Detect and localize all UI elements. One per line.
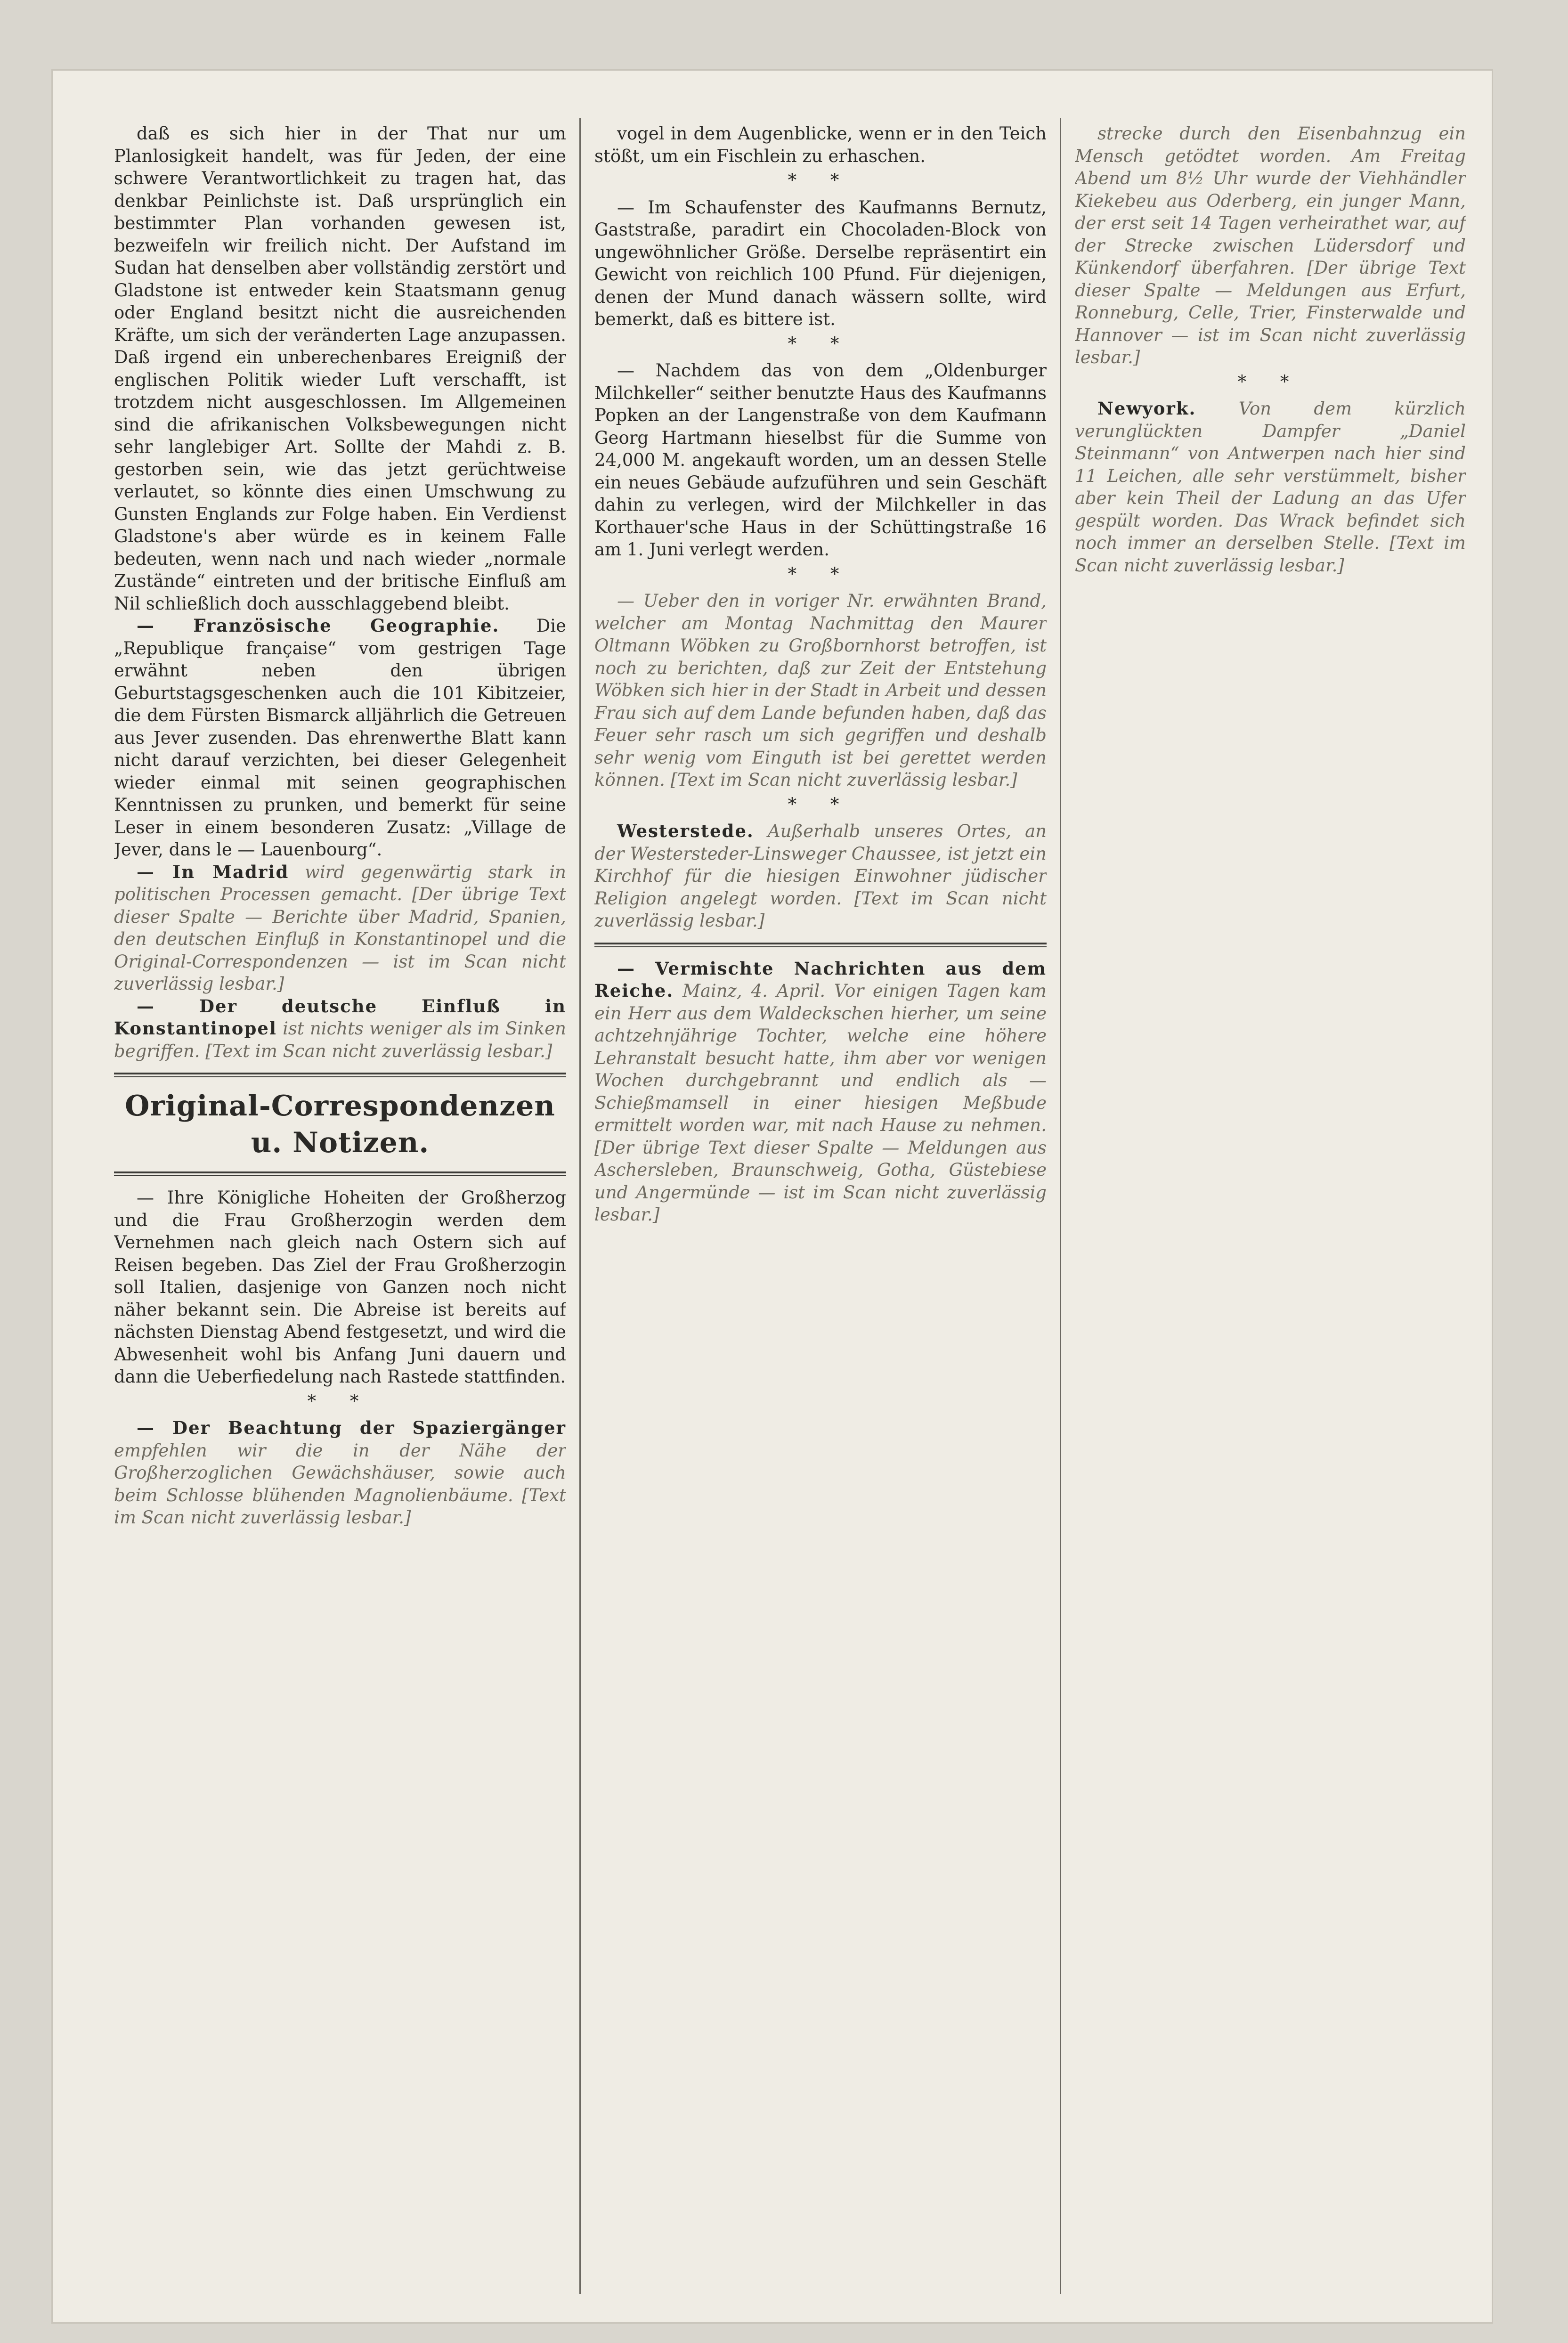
- article-lead: Newyork.: [1097, 398, 1196, 419]
- column-2: [594, 122, 1047, 2289]
- article-lead: — Französische Geographie.: [137, 615, 500, 636]
- article-text: Die „Republique française“ vom gestrigen Tage erwähnt neben den übrigen Geburtstagsgeschenken auch die 101 Kibitzeier, die dem Fürsten Bismarck alljährlich die Getreuen aus Jever zusenden. Das ehrenwerthe Blatt kann nicht darauf verzichten, bei dieser Gelegenheit wieder einmal mit seinen geographischen Kenntnissen zu prunken, und bemerkt für seine Leser in einem besonderen Zusatz: „Village de Jever, dans le — Lauenbourg“.: [114, 616, 566, 860]
- asterism-separator: * *: [788, 794, 853, 814]
- article-text: daß es sich hier in der That nur um Planlosigkeit handelt, was für Jeden, der eine schwere Verantwortlichkeit zu tragen hat, das denkbar Peinlichste ist. Daß ursprünglich ein bestimmter Plan vorhanden gewesen ist, bezweifeln wir freilich nicht. Der Aufstand im Sudan hat denselben aber vollständig zerstört und Gladstone ist entweder kein Staatsmann genug oder England besitzt nicht die ausreichenden Kräfte, um sich der veränderten Lage anzupassen. Daß irgend ein unberechenbares Ereigniß der englischen Politik wieder Luft verschafft, ist trotzdem nicht ausgeschlossen. Im Allgemeinen sind die afrikanischen Volksbewegungen nicht sehr langlebiger Art. Sollte der Mahdi z. B. gestorben sein, wie das jetzt gerüchtweise verlautet, so könnte dies einen Umschwung zu Gunsten Englands zur Folge haben. Ein Verdienst Gladstone's aber würde es in keinem Falle bedeuten, wenn nach und nach wieder „normale Zustände“ eintreten und der britische Einfluß am Nil schließlich doch ausschlaggebend bleibt.: [114, 123, 566, 614]
- article-paragraph: [114, 1417, 566, 1529]
- article-lead: — Der Beachtung der Spaziergänger: [137, 1417, 566, 1438]
- column-3: [1075, 122, 1466, 2289]
- article-text: — Ueber den in voriger Nr. erwähnten Brand, welcher am Montag Nachmittag den Maurer Oltmann Wöbken zu Großbornhorst betroffen, ist noch zu berichten, daß zur Zeit der Entstehung Wöbken sich hier in der Stadt in Arbeit und dessen Frau sich auf dem Lande befunden haben, daß das Feuer sehr rasch um sich gegriffen und deshalb sehr wenig vom Einguth ist bei gerettet werden können. [Text im Scan nicht zuverlässig lesbar.]: [594, 591, 1047, 790]
- article-text: — Nachdem das von dem „Oldenburger Milchkeller“ seither benutzte Haus des Kaufmanns Popken an der Langenstraße von dem Kaufmann Georg Hartmann hieselbst für die Summe von 24,000 M. angekauft worden, um an dessen Stelle ein neues Gebäude aufzuführen und sein Geschäft dahin zu verlegen, wird der Milchkeller in das Korthauer'sche Haus in der Schüttingstraße 16 am 1. Juni verlegt werden.: [594, 360, 1047, 560]
- article-paragraph: [1075, 398, 1466, 577]
- article-text: strecke durch den Eisenbahnzug ein Mensch getödtet worden. Am Freitag Abend um 8½ Uhr wurde der Viehhändler Kiekebeu aus Oderberg, ein junger Mann, der erst seit 14 Tagen verheirathet war, auf der Strecke zwischen Lüdersdorf und Künkendorf überfahren. [Der übrige Text dieser Spalte — Meldungen aus Erfurt, Ronneburg, Celle, Trier, Finsterwalde und Hannover — ist im Scan nicht zuverlässig lesbar.]: [1075, 123, 1466, 367]
- section-rule: [594, 943, 1047, 947]
- asterism-separator: * *: [788, 333, 853, 354]
- article-paragraph: [114, 615, 566, 861]
- section-rule: [114, 1172, 566, 1176]
- article-text: — Im Schaufenster des Kaufmanns Bernutz, Gaststraße, paradirt ein Chocoladen-Block von ungewöhnlicher Größe. Derselbe repräsentirt ein Gewicht von reichlich 100 Pfund. Für diejenigen, denen der Mund danach wässern sollte, wird bemerkt, daß es bittere ist.: [594, 197, 1047, 329]
- article-lead: — Vermischte Nachrichten aus dem Reiche.: [594, 958, 1047, 1001]
- article-paragraph: [594, 820, 1047, 932]
- article-paragraph: [114, 995, 566, 1063]
- column-1: [114, 122, 566, 2289]
- newspaper-page: [53, 71, 1492, 2322]
- article-text: ist nichts weniger als im Sinken begriffen. [Text im Scan nicht zuverlässig lesbar.]: [114, 1018, 566, 1061]
- article-text: Mainz, 4. April. Vor einigen Tagen kam ein Herr aus dem Waldeckschen hierher, um seine achtzehnjährige Tochter, welche eine höhere Lehranstalt besucht hatte, ihm aber vor wenigen Wochen durchgebrannt und endlich als — Schießmamsell in einer hiesigen Meßbude ermittelt worden war, mit nach Hause zu nehmen. [Der übrige Text dieser Spalte — Meldungen aus Aschersleben, Braunschweig, Gotha, Güstebiese und Angermünde — ist im Scan nicht zuverlässig lesbar.]: [594, 981, 1047, 1225]
- asterism-separator: * *: [307, 1391, 373, 1411]
- asterism-separator: * *: [1237, 371, 1303, 392]
- article-text: wird gegenwärtig stark in politischen Processen gemacht. [Der übrige Text dieser Spalte — Berichte über Madrid, Spanien, den deutschen Einfluß in Konstantinopel und die Original-Correspondenzen — ist im Scan nicht zuverlässig lesbar.]: [114, 862, 566, 994]
- section-heading: Original-Correspondenzen u. Notizen.: [125, 1090, 555, 1159]
- article-paragraph: [594, 958, 1047, 1226]
- section-rule: [114, 1073, 566, 1077]
- asterism-separator: * *: [788, 563, 853, 584]
- article-text: vogel in dem Augenblicke, wenn er in den Teich stößt, um ein Fischlein zu erhaschen.: [594, 123, 1047, 166]
- article-text: empfehlen wir die in der Nähe der Großherzoglichen Gewächshäuser, sowie auch beim Schlosse blühenden Magnolienbäume. [Text im Scan nicht zuverlässig lesbar.]: [114, 1440, 566, 1528]
- column-divider: [579, 118, 581, 2294]
- article-text: Außerhalb unseres Ortes, an der Westersteder-Linsweger Chaussee, ist jetzt ein Kirchhof für die hiesigen Einwohner jüdischer Religion angelegt worden. [Text im Scan nicht zuverlässig lesbar.]: [594, 821, 1047, 931]
- article-paragraph: [114, 861, 566, 995]
- article-text: — Ihre Königliche Hoheiten der Großherzog und die Frau Großherzogin werden dem Vernehmen nach gleich nach Ostern sich auf Reisen begeben. Das Ziel der Frau Großherzogin soll Italien, dasjenige von Ganzen noch nicht näher bekannt sein. Die Abreise ist bereits auf nächsten Dienstag Abend festgesetzt, und wird die Abwesenheit wohl bis Anfang Juni dauern und dann die Ueberfiedelung nach Rastede stattfinden.: [114, 1188, 566, 1387]
- article-lead: — In Madrid: [137, 861, 289, 882]
- article-lead: Westerstede.: [617, 821, 754, 841]
- asterism-separator: * *: [788, 170, 853, 190]
- article-lead: — Der deutsche Einfluß in Konstantinopel: [114, 995, 566, 1039]
- column-divider: [1060, 118, 1061, 2294]
- article-text: Von dem kürzlich verunglückten Dampfer „Daniel Steinmann“ von Antwerpen nach hier sind 11 Leichen, alle sehr verstümmelt, bisher aber kein Theil der Ladung an das Ufer gespült worden. Das Wrack befindet sich noch immer an derselben Stelle. [Text im Scan nicht zuverlässig lesbar.]: [1075, 399, 1466, 576]
